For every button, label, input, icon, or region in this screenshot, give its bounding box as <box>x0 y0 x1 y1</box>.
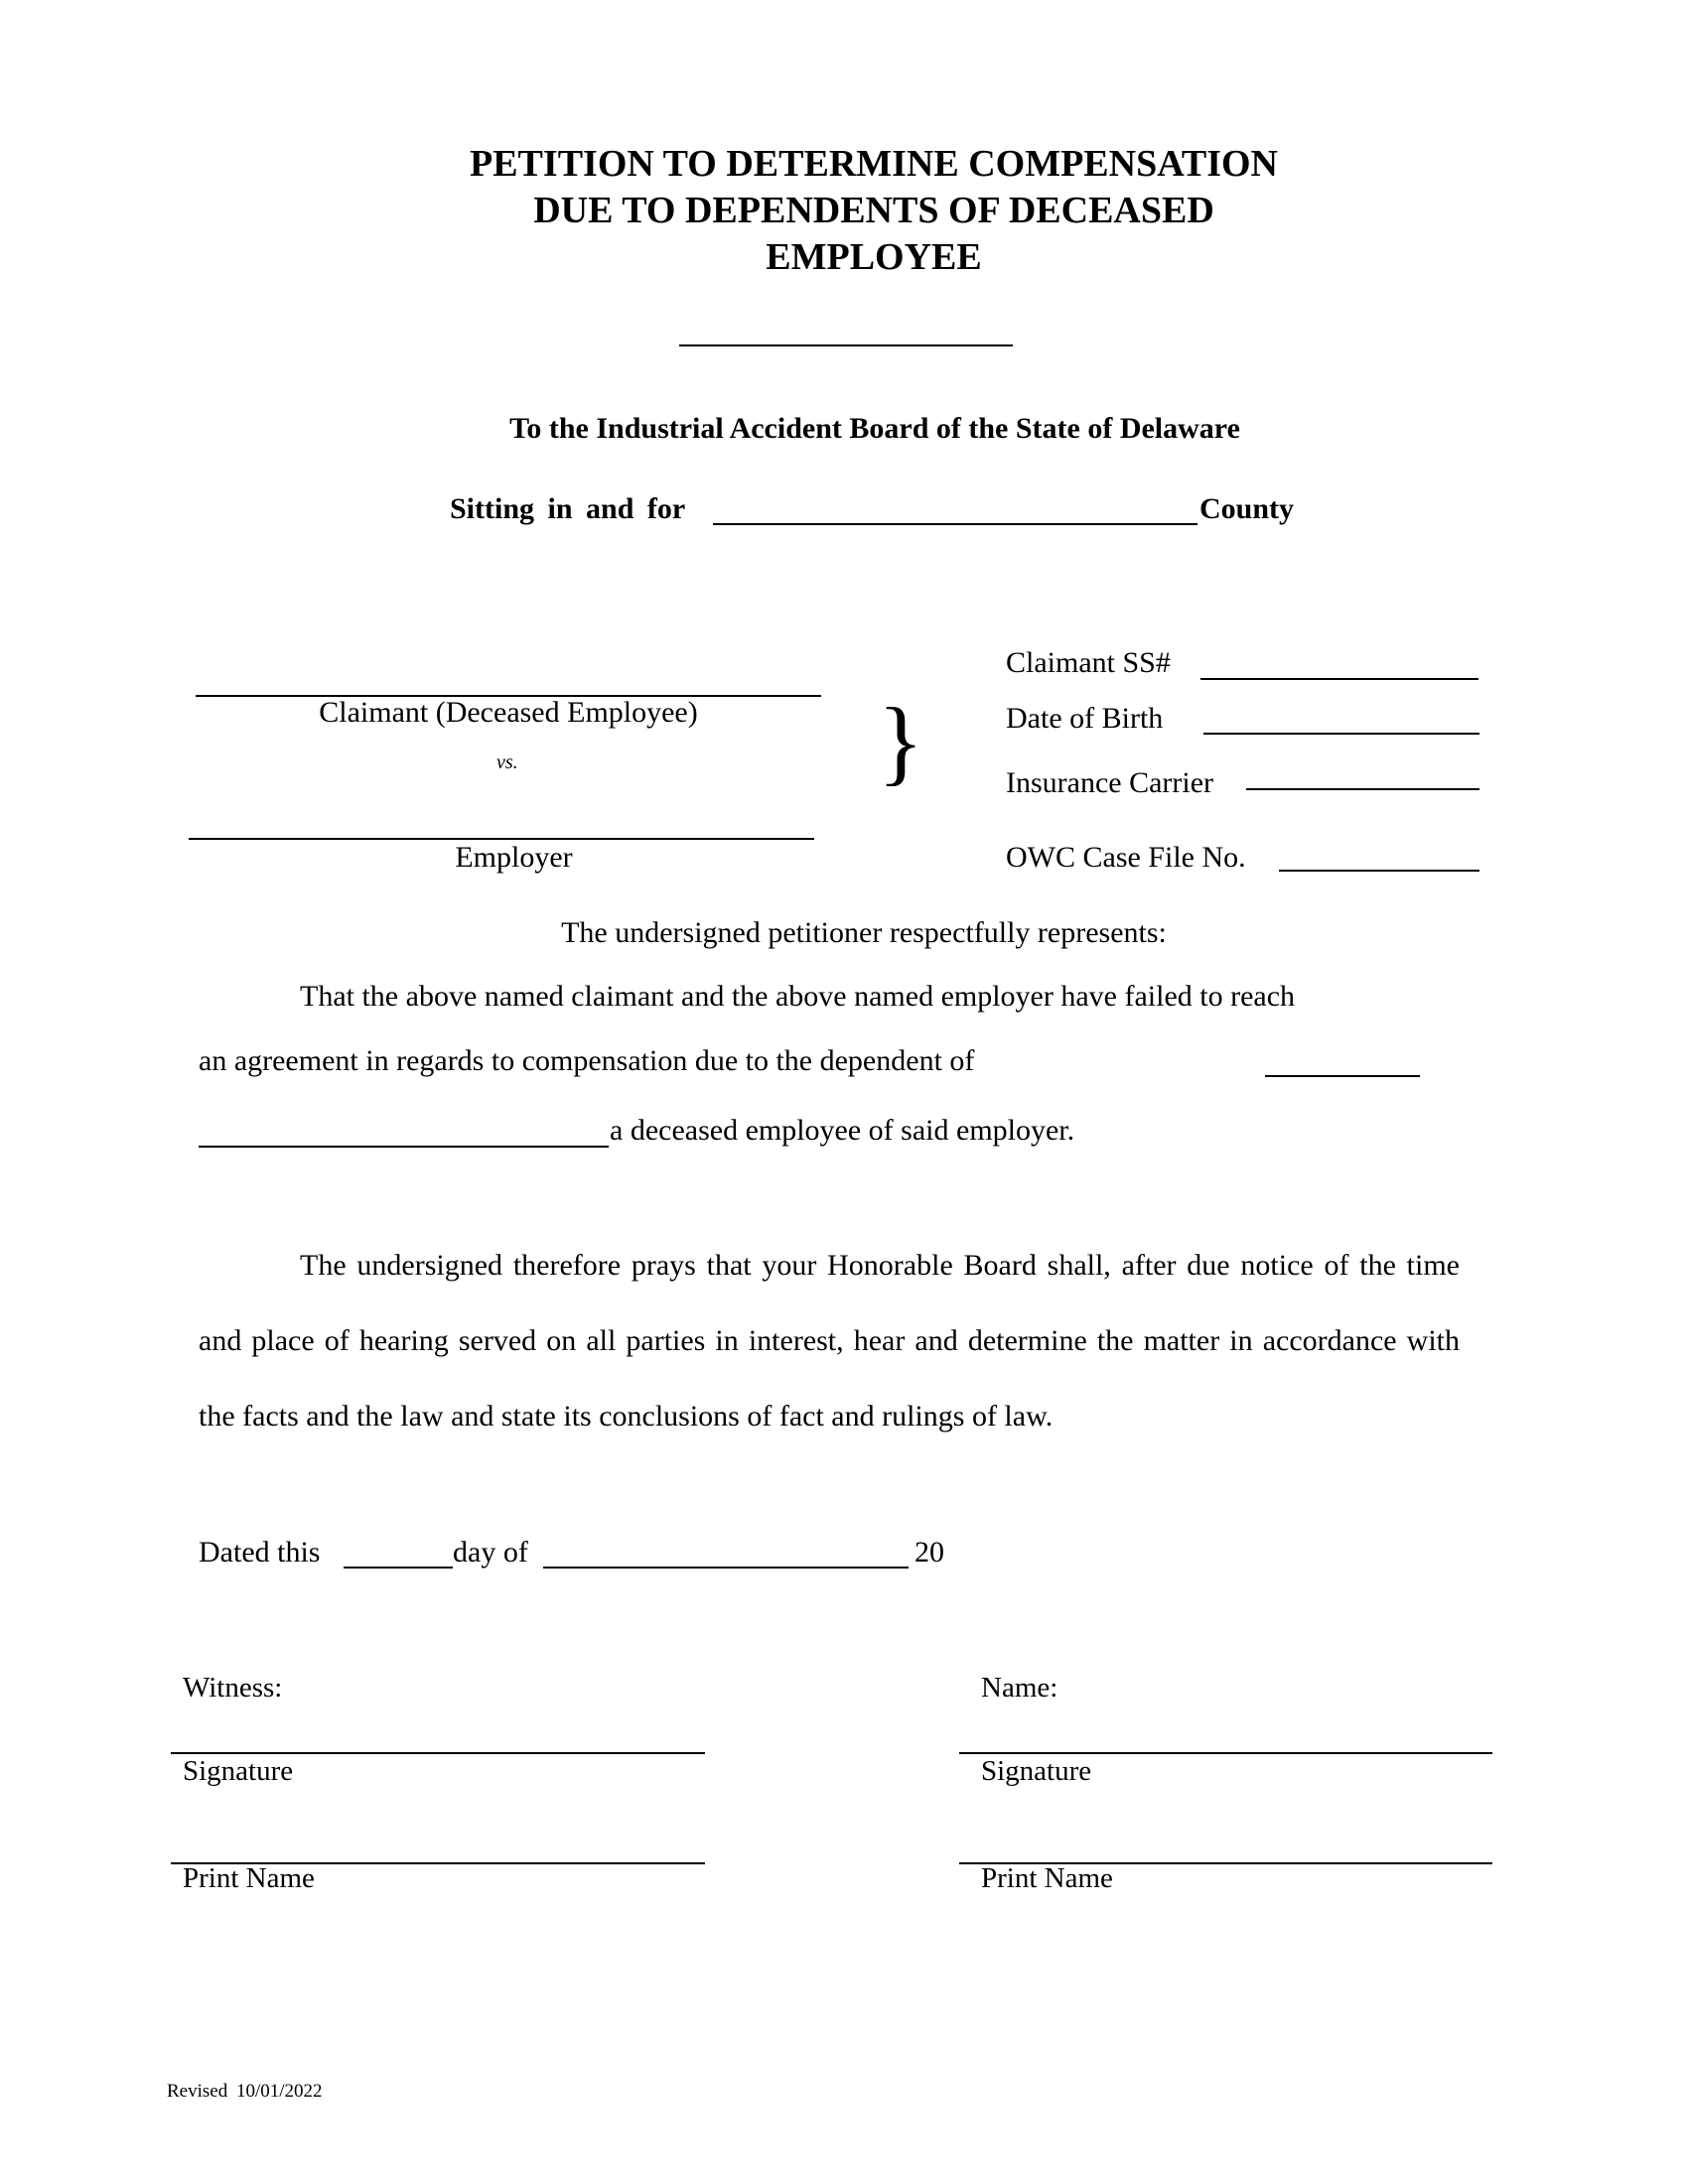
versus-label: vs. <box>496 751 518 773</box>
year-prefix: 20 <box>914 1536 944 1569</box>
owc-case-file-label: OWC Case File No. <box>1006 841 1246 874</box>
witness-signature-label: Signature <box>183 1755 294 1787</box>
month-field[interactable] <box>543 1567 909 1569</box>
day-of-label: day of <box>453 1536 528 1569</box>
claimant-label: Claimant (Deceased Employee) <box>319 696 698 729</box>
date-of-birth-field[interactable] <box>1203 733 1479 735</box>
intro-text: The undersigned petitioner respectfully represents: <box>561 916 1167 949</box>
employer-label: Employer <box>455 841 573 874</box>
witness-label: Witness: <box>183 1672 283 1704</box>
insurance-carrier-label: Insurance Carrier <box>1006 766 1214 799</box>
day-field[interactable] <box>344 1567 453 1569</box>
brace-symbol: } <box>878 688 924 794</box>
sitting-prefix: Sitting in and for <box>450 492 686 525</box>
name-print-name-label: Print Name <box>981 1862 1113 1894</box>
dependent-field[interactable] <box>1265 1075 1420 1077</box>
title-line-3: EMPLOYEE <box>766 236 982 278</box>
dated-prefix: Dated this <box>199 1536 321 1569</box>
date-of-birth-label: Date of Birth <box>1006 702 1164 735</box>
county-field[interactable] <box>713 523 1197 525</box>
board-line: To the Industrial Accident Board of the State of Delaware <box>509 412 1240 445</box>
title-line-2: DUE TO DEPENDENTS OF DECEASED <box>533 190 1214 231</box>
prayer-paragraph: The undersigned therefore prays that your Honorable Board shall, after due notice of the time and place of hearing served on all parties in interest, hear and determine the matter in accordance with the facts and the law and state its conclusions of fact and rulings of law. <box>199 1249 1460 1433</box>
revised-date: Revised 10/01/2022 <box>167 2081 323 2102</box>
para1-line1: That the above named claimant and the above named employer have failed to reach <box>300 980 1296 1013</box>
para1-line2: an agreement in regards to compensation due to the dependent of <box>199 1044 975 1077</box>
title-divider <box>679 344 1013 346</box>
name-label: Name: <box>981 1672 1058 1704</box>
claimant-ss-field[interactable] <box>1200 678 1478 680</box>
deceased-name-field[interactable] <box>199 1146 609 1148</box>
witness-print-name-label: Print Name <box>183 1862 315 1894</box>
county-label: County <box>1199 492 1295 525</box>
owc-case-file-field[interactable] <box>1279 870 1479 872</box>
insurance-carrier-field[interactable] <box>1246 788 1479 790</box>
para1-line3: a deceased employee of said employer. <box>610 1114 1075 1147</box>
name-signature-label: Signature <box>981 1755 1092 1787</box>
title-line-1: PETITION TO DETERMINE COMPENSATION <box>470 143 1278 185</box>
page-title <box>0 141 1688 281</box>
claimant-ss-label: Claimant SS# <box>1006 646 1171 679</box>
